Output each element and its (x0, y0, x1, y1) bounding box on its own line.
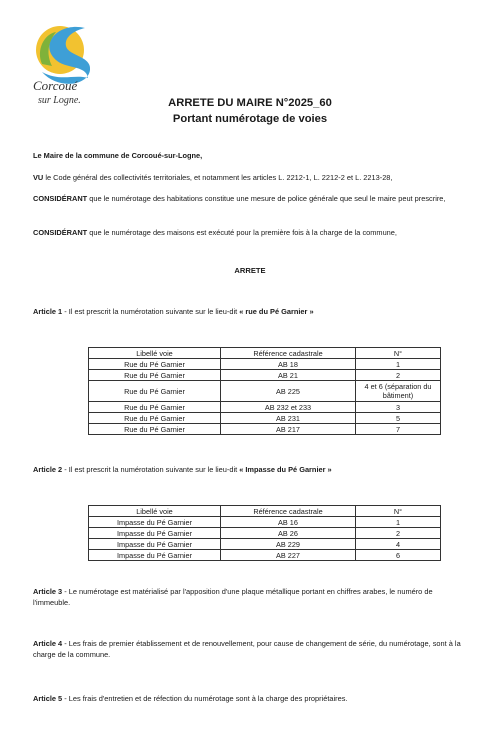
arrete-heading: ARRETE (234, 266, 266, 275)
table-cell: 1 (356, 359, 441, 370)
header-cell: Référence cadastrale (221, 348, 356, 359)
considerant-paragraph-2 (33, 227, 471, 238)
table-header-row (89, 506, 441, 517)
article-4-paragraph (33, 638, 471, 660)
table-cell: Rue du Pé Garnier (89, 359, 221, 370)
table-cell: 6 (356, 550, 441, 561)
table-cell: Impasse du Pé Garnier (89, 539, 221, 550)
header-cell: Libellé voie (89, 348, 221, 359)
article-text: - Il est prescrit la numérotation suivante sur le lieu-dit (62, 307, 240, 316)
logo-text-line1: Corcoué (33, 78, 78, 93)
commune-logo (30, 20, 110, 108)
table-row (89, 413, 441, 424)
article-text: - Les frais de premier établissement et de renouvellement, pour cause de changement de série, du numérotage, sont à la charge de la commune. (33, 639, 461, 659)
table-cell: AB 225 (221, 381, 356, 402)
table-cell: 2 (356, 370, 441, 381)
table-cell: 1 (356, 517, 441, 528)
table-row (89, 550, 441, 561)
table-row (89, 528, 441, 539)
article-3-paragraph (33, 586, 471, 608)
article-place: « Impasse du Pé Garnier » (239, 465, 332, 474)
article-label: Article 2 (33, 465, 63, 474)
considerant-label: CONSIDÉRANT (33, 194, 88, 203)
article-label: Article 1 (33, 307, 63, 316)
article-2-paragraph (33, 464, 471, 475)
table-cell: Rue du Pé Garnier (89, 413, 221, 424)
header-cell: Libellé voie (89, 506, 221, 517)
article-text: - Les frais d'entretien et de réfection du numérotage sont à la charge des propriétaires. (62, 694, 348, 703)
table-header-row (89, 348, 441, 359)
table-row (89, 539, 441, 550)
table-row (89, 359, 441, 370)
rue-numbering-table (88, 347, 441, 435)
decree-subtitle: Portant numérotage de voies (172, 113, 328, 125)
table-cell: 2 (356, 528, 441, 539)
considerant-label: CONSIDÉRANT (33, 228, 88, 237)
table-cell: 5 (356, 413, 441, 424)
article-1-paragraph (33, 306, 471, 317)
article-text: - Le numérotage est matérialisé par l'apposition d'une plaque métallique portant en chiffres arabes, le numéro de l'immeuble. (33, 587, 433, 607)
vu-label: VU (33, 173, 44, 182)
table-cell: Impasse du Pé Garnier (89, 550, 221, 561)
decree-title: ARRETE DU MAIRE N°2025_60 (168, 97, 332, 109)
table-cell: Impasse du Pé Garnier (89, 517, 221, 528)
vu-paragraph (33, 172, 471, 183)
table-cell: AB 232 et 233 (221, 402, 356, 413)
table-row (89, 370, 441, 381)
table-cell: 4 et 6 (séparation du bâtiment) (356, 381, 441, 402)
table-cell: AB 231 (221, 413, 356, 424)
table-cell: 4 (356, 539, 441, 550)
table-cell: Rue du Pé Garnier (89, 381, 221, 402)
table-cell: Rue du Pé Garnier (89, 370, 221, 381)
table-cell: 7 (356, 424, 441, 435)
table-cell: AB 229 (221, 539, 356, 550)
table-cell: AB 21 (221, 370, 356, 381)
article-label: Article 3 (33, 587, 63, 596)
table-cell: Rue du Pé Garnier (89, 424, 221, 435)
table-cell: AB 18 (221, 359, 356, 370)
table-cell: AB 26 (221, 528, 356, 539)
table-row (89, 517, 441, 528)
header-cell: N° (356, 348, 441, 359)
table-row (89, 402, 441, 413)
table-row (89, 381, 441, 402)
article-label: Article 4 (33, 639, 63, 648)
table-cell: Impasse du Pé Garnier (89, 528, 221, 539)
table-cell: AB 227 (221, 550, 356, 561)
article-5-paragraph (33, 693, 471, 704)
considerant-paragraph-1 (33, 193, 471, 204)
impasse-numbering-table (88, 505, 441, 561)
table-cell: AB 16 (221, 517, 356, 528)
considerant-text: que le numérotage des maisons est exécuté pour la première fois à la charge de la commune, (87, 228, 397, 237)
header-cell: N° (356, 506, 441, 517)
article-text: - Il est prescrit la numérotation suivante sur le lieu-dit (62, 465, 240, 474)
vu-text: le Code général des collectivités territoriales, et notamment les articles L. 2212-1, L. 2212-2 et L. 2213-28, (43, 173, 393, 182)
logo-text-line2: sur Logne. (38, 95, 81, 106)
mayor-line: Le Maire de la commune de Corcoué-sur-Logne, (33, 151, 203, 160)
table-cell: AB 217 (221, 424, 356, 435)
table-cell: 3 (356, 402, 441, 413)
header-cell: Référence cadastrale (221, 506, 356, 517)
table-row (89, 424, 441, 435)
article-place: « rue du Pé Garnier » (239, 307, 314, 316)
article-label: Article 5 (33, 694, 63, 703)
considerant-text: que le numérotage des habitations constitue une mesure de police générale que seul le maire peut prescrire, (87, 194, 446, 203)
table-cell: Rue du Pé Garnier (89, 402, 221, 413)
